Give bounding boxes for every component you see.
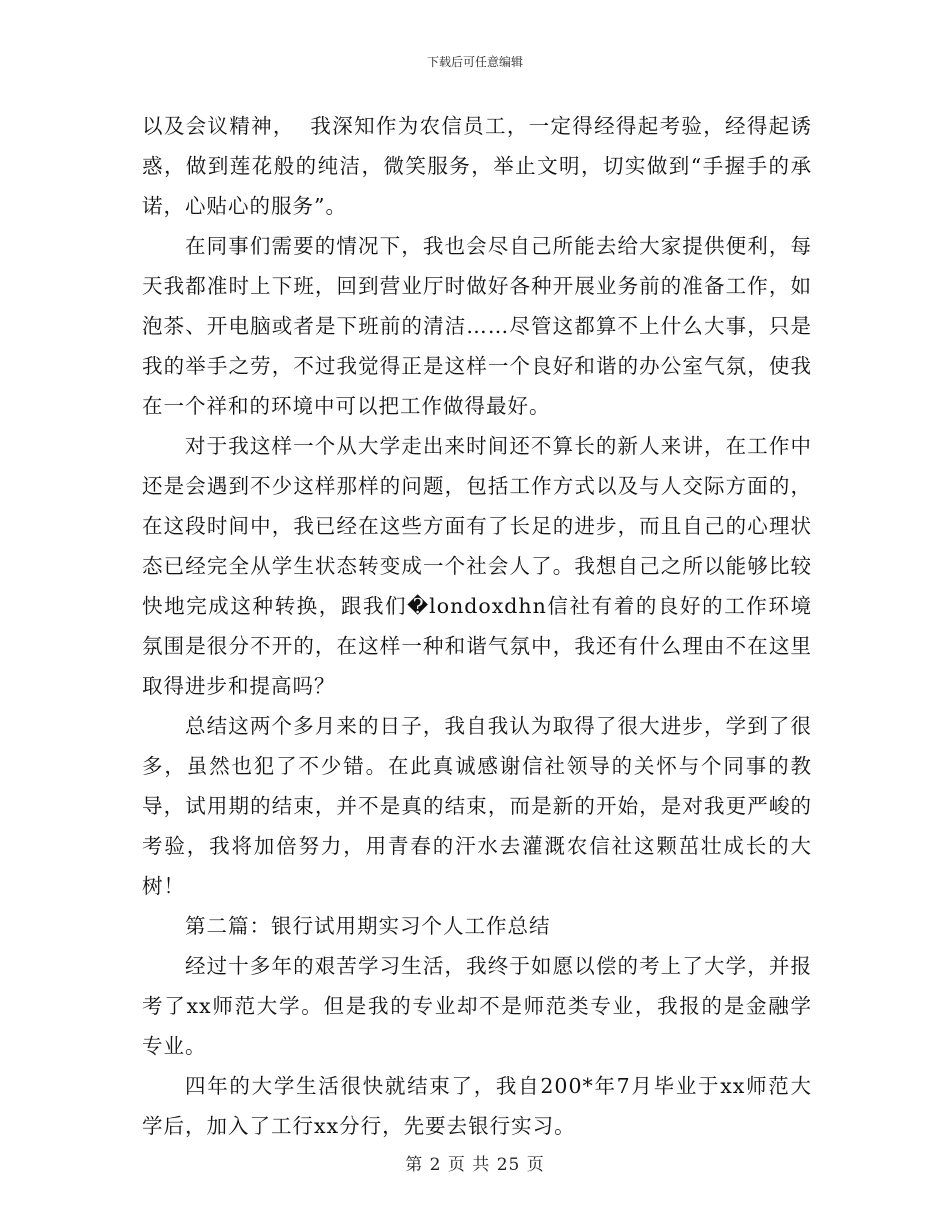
paragraph-3: 对于我这样一个从大学走出来时间还不算长的新人来讲，在工作中还是会遇到不少这样那样的问题，包括工作方式以及与人交际方面的，在这段时间中，我已经在这些方面有了长足的进步，而且自己的心理状态已经完全从学生状态转变成一个社会人了。我想自己之所以能够比较快地完成这种转换，跟我们�londoxdhn信社有着的良好的工作环境氛围是很分不开的，在这样一种和谐气氛中，我还有什么理由不在这里取得进步和提高吗？ <box>142 434 812 698</box>
section-heading: 第二篇：银行试用期实习个人工作总结 <box>185 914 551 938</box>
paragraph-6: 四年的大学生活很快就结束了，我自200*年7月毕业于xx师范大学后，加入了工行xx分行，先要去银行实习。 <box>142 1074 812 1138</box>
page-number: 第 2 页 共 25 页 <box>405 1155 545 1175</box>
document-body <box>142 106 812 1146</box>
paragraph-1: 以及会议精神， 我深知作为农信员工，一定得经得起考验，经得起诱惑，做到莲花般的纯洁，微笑服务，举止文明，切实做到“手握手的承诺，心贴心的服务”。 <box>142 114 812 218</box>
paragraph-2: 在同事们需要的情况下，我也会尽自己所能去给大家提供便利，每天我都准时上下班，回到营业厅时做好各种开展业务前的准备工作，如泡茶、开电脑或者是下班前的清洁……尽管这都算不上什么大事，只是我的举手之劳，不过我觉得正是这样一个良好和谐的办公室气氛，使我在一个祥和的环境中可以把工作做得最好。 <box>142 234 812 418</box>
paragraph-5: 经过十多年的艰苦学习生活，我终于如愿以偿的考上了大学，并报考了xx师范大学。但是我的专业却不是师范类专业，我报的是金融学专业。 <box>142 954 812 1058</box>
page-header: 下载后可任意编辑 <box>426 55 523 69</box>
paragraph-4: 总结这两个多月来的日子，我自我认为取得了很大进步，学到了很多，虽然也犯了不少错。在此真诚感谢信社领导的关怀与个同事的教导，试用期的结束，并不是真的结束，而是新的开始，是对我更严峻的考验，我将加倍努力，用青春的汗水去灌溉农信社这颗茁壮成长的大树！ <box>142 714 812 898</box>
